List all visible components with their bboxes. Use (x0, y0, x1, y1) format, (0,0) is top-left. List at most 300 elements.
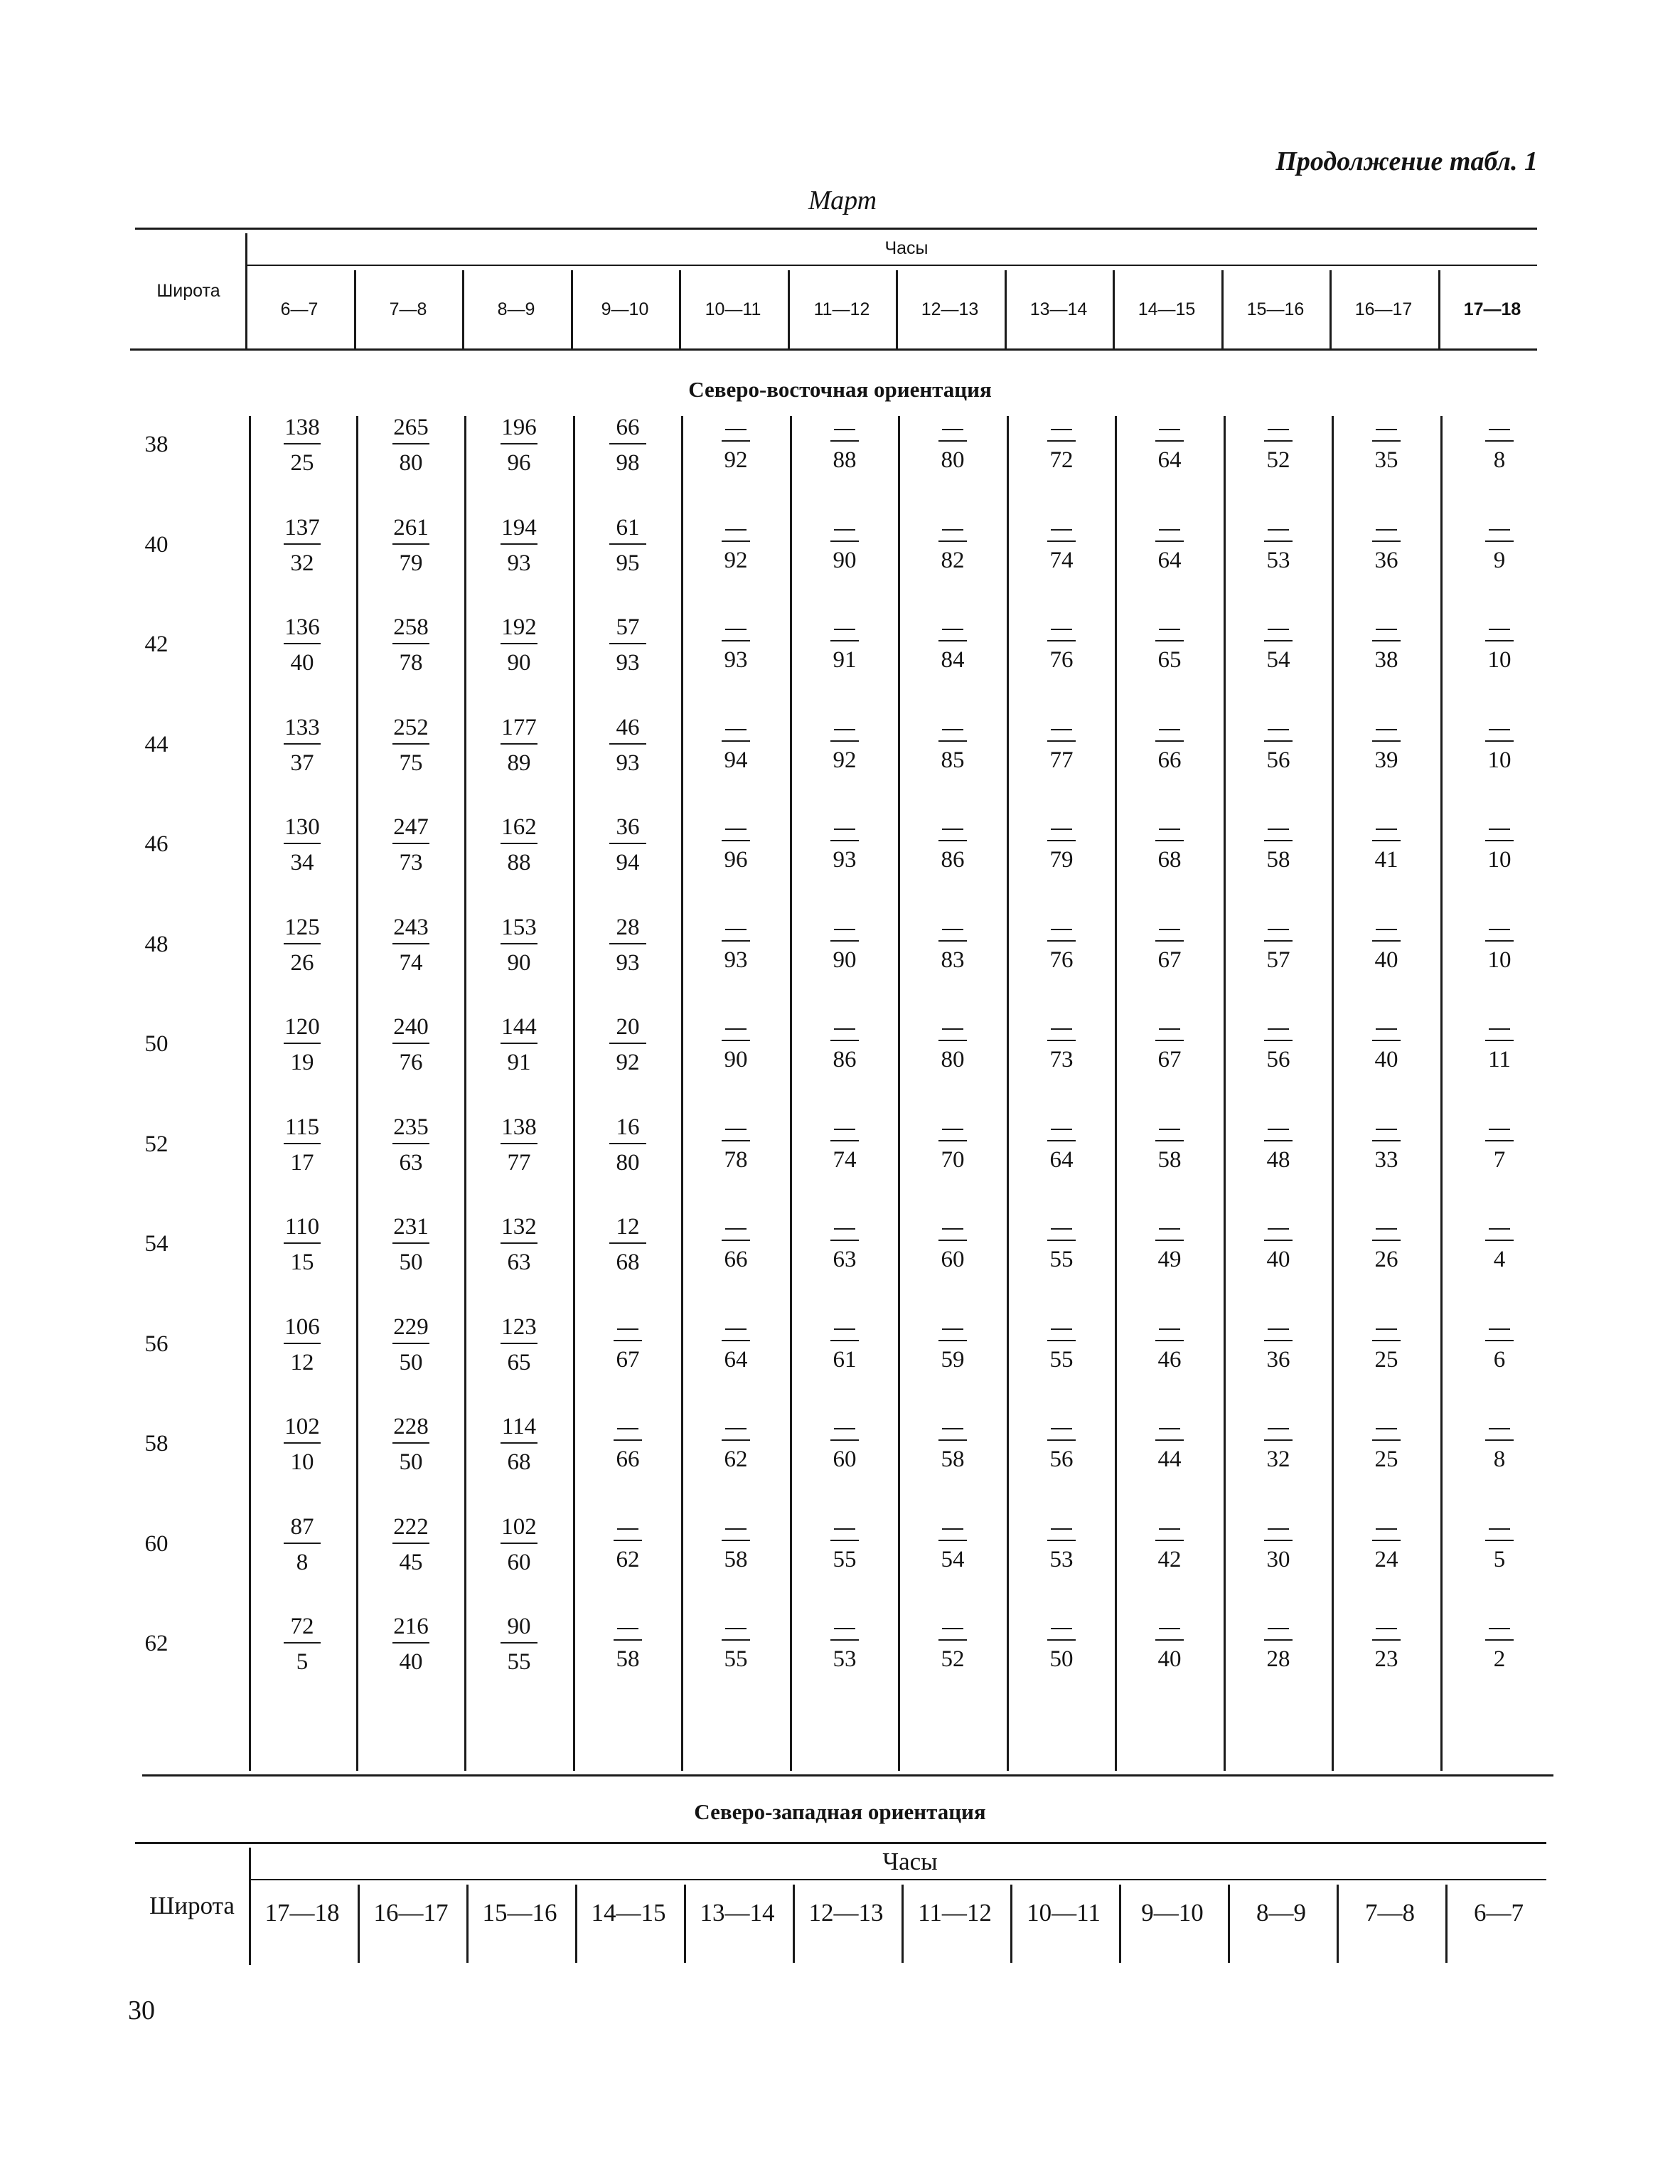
cell-diffuse-value: 85 (941, 747, 965, 773)
cell-dash (1489, 729, 1510, 730)
cell-dash (1489, 1028, 1510, 1030)
column-divider (1005, 270, 1007, 348)
fraction-bar (1155, 540, 1184, 542)
fraction-bar (1047, 1140, 1076, 1141)
fraction-bar (1047, 1439, 1076, 1441)
cell-diffuse-value: 88 (507, 850, 531, 875)
cell-dash (1268, 929, 1289, 930)
cell-dash (834, 929, 855, 930)
table-cell (248, 916, 356, 975)
table-cell (1115, 1415, 1224, 1471)
cell-dash (1268, 1428, 1289, 1429)
table-cell (1332, 1016, 1440, 1072)
column-divider (679, 270, 681, 348)
cell-dash (834, 529, 855, 531)
table-cell (899, 1615, 1007, 1671)
cell-direct-value: 36 (616, 814, 640, 840)
cell-dash (1159, 529, 1180, 531)
cell-diffuse-value: 34 (290, 850, 314, 875)
cell-direct-value: 153 (501, 914, 537, 940)
cell-diffuse-value: 62 (724, 1447, 748, 1472)
column-divider (1445, 1885, 1448, 1963)
table-cell (1007, 1415, 1115, 1471)
table-cell (1115, 1615, 1224, 1671)
table-cell (1007, 616, 1115, 672)
table-cell (1007, 716, 1115, 772)
cell-dash (942, 1628, 963, 1629)
cell-diffuse-value: 36 (1374, 547, 1398, 573)
fraction-bar (614, 1439, 642, 1441)
table-cell (791, 1415, 899, 1471)
cell-diffuse-value: 11 (1488, 1047, 1511, 1072)
cell-diffuse-value: 96 (507, 450, 531, 476)
fraction-bar (284, 1242, 321, 1244)
cell-dash (1376, 429, 1397, 430)
table-cell (465, 1116, 573, 1175)
table-cell (791, 1615, 899, 1671)
cell-diffuse-value: 60 (507, 1549, 531, 1575)
table-cell (248, 1513, 356, 1575)
fraction-bar (609, 443, 646, 444)
cell-diffuse-value: 64 (1157, 547, 1182, 573)
cell-diffuse-value: 75 (399, 750, 423, 776)
cell-diffuse-value: 48 (1266, 1146, 1290, 1173)
fraction-bar (1264, 940, 1293, 942)
cell-direct-value: 261 (393, 514, 429, 540)
cell-diffuse-value: 73 (399, 850, 423, 875)
cell-dash (1489, 1228, 1510, 1230)
cell-diffuse-value: 10 (1487, 747, 1512, 773)
column-divider (788, 270, 790, 348)
cell-direct-value: 110 (284, 1214, 320, 1240)
fraction-bar (830, 1240, 859, 1241)
cell-diffuse-value: 50 (1049, 1646, 1074, 1672)
table-cell (357, 616, 465, 675)
table-cell (1007, 1215, 1115, 1272)
table-cell (465, 916, 573, 975)
column-divider (466, 1885, 469, 1963)
table-cell (248, 1116, 356, 1175)
cell-diffuse-value: 25 (1374, 1346, 1398, 1373)
table-cell (899, 1116, 1007, 1172)
page-number: 30 (128, 1996, 155, 2025)
cell-diffuse-value: 52 (1266, 447, 1290, 473)
fraction-bar (938, 1439, 967, 1441)
table-cell (248, 416, 356, 475)
fraction-bar (392, 843, 429, 844)
table-cell (899, 1516, 1007, 1572)
cell-dash (942, 629, 963, 630)
cell-diffuse-value: 65 (1157, 647, 1182, 673)
table-cell (1224, 616, 1332, 672)
fraction-bar (1264, 1540, 1293, 1541)
latitude-value: 62 (144, 1631, 168, 1656)
cell-diffuse-value: 68 (616, 1250, 640, 1275)
table-cell (1224, 1116, 1332, 1172)
table-cell (248, 716, 356, 775)
table-cell (1115, 1316, 1224, 1372)
fraction-bar (1372, 640, 1401, 641)
cell-dash (1489, 1628, 1510, 1629)
column-divider (1438, 270, 1440, 348)
fraction-bar (722, 1140, 750, 1141)
cell-direct-value: 102 (501, 1513, 537, 1540)
cell-direct-value: 138 (284, 415, 320, 440)
cell-dash (834, 829, 855, 830)
cell-direct-value: 243 (393, 914, 429, 940)
cell-dash (617, 1428, 638, 1429)
table-cell (248, 1415, 356, 1474)
fraction-bar (1047, 640, 1076, 641)
table-cell (1115, 1016, 1224, 1072)
cell-dash (725, 1428, 747, 1429)
cell-diffuse-value: 70 (941, 1146, 965, 1173)
cell-diffuse-value: 93 (724, 947, 748, 973)
table-cell (899, 1316, 1007, 1372)
cell-diffuse-value: 40 (1157, 1646, 1182, 1672)
table-cell (1332, 1516, 1440, 1572)
cell-diffuse-value: 49 (1157, 1247, 1182, 1272)
fraction-bar (1047, 1040, 1076, 1041)
table-cell (1115, 1516, 1224, 1572)
latitude-value: 44 (144, 731, 168, 757)
table-cell (574, 616, 682, 675)
fraction-bar (392, 643, 429, 644)
cell-dash (834, 629, 855, 630)
cell-dash (725, 1328, 747, 1330)
table-cell (248, 1615, 356, 1674)
cell-dash (834, 1328, 855, 1330)
cell-dash (1376, 1129, 1397, 1130)
cell-dash (1268, 1628, 1289, 1629)
cell-direct-value: 136 (284, 614, 320, 640)
cell-direct-value: 114 (501, 1414, 537, 1439)
cell-diffuse-value: 17 (290, 1149, 314, 1176)
fraction-bar (1264, 440, 1293, 442)
table-cell (791, 1215, 899, 1272)
table-cell (248, 516, 356, 575)
cell-dash (1268, 529, 1289, 531)
table-cell (1445, 1116, 1553, 1172)
table2-top-rule (135, 1842, 1546, 1844)
cell-diffuse-value: 50 (399, 1349, 423, 1375)
fraction-bar (284, 1043, 321, 1044)
column-divider (358, 1885, 360, 1963)
table-cell (682, 1415, 790, 1471)
cell-dash (1159, 1228, 1180, 1230)
cell-diffuse-value: 40 (1374, 1047, 1398, 1072)
table2-hours-header: Часы (882, 1848, 938, 1875)
cell-diffuse-value: 74 (399, 949, 423, 976)
table-cell (248, 1316, 356, 1375)
cell-diffuse-value: 78 (724, 1146, 748, 1173)
fraction-bar (1264, 1639, 1293, 1641)
fraction-bar (609, 1043, 646, 1044)
fraction-bar (284, 1442, 321, 1444)
fraction-bar (1047, 440, 1076, 442)
cell-diffuse-value: 93 (616, 750, 640, 776)
cell-direct-value: 90 (507, 1614, 531, 1639)
table-cell (1445, 1016, 1553, 1072)
fraction-bar (1485, 440, 1514, 442)
cell-dash (617, 1528, 638, 1530)
fraction-bar (501, 943, 537, 944)
fraction-bar (1372, 540, 1401, 542)
table-cell (1224, 1516, 1332, 1572)
fraction-bar (284, 543, 321, 545)
fraction-bar (722, 640, 750, 641)
cell-diffuse-value: 74 (833, 1146, 857, 1173)
fraction-bar (501, 643, 537, 644)
cell-direct-value: 196 (501, 415, 537, 440)
column-divider (896, 270, 898, 348)
fraction-bar (614, 1540, 642, 1541)
cell-dash (942, 729, 963, 730)
cell-dash (942, 1328, 963, 1330)
table-cell (357, 416, 465, 475)
cell-diffuse-value: 77 (1049, 747, 1074, 773)
table-cell (1332, 916, 1440, 972)
table-cell (465, 716, 573, 775)
cell-diffuse-value: 44 (1157, 1447, 1182, 1472)
cell-diffuse-value: 90 (833, 547, 857, 573)
column-divider (571, 270, 573, 348)
table-cell (682, 1615, 790, 1671)
fraction-bar (1155, 940, 1184, 942)
column-header-nw: 7—8 (1365, 1899, 1415, 1927)
cell-diffuse-value: 32 (1266, 1447, 1290, 1472)
cell-direct-value: 123 (501, 1314, 537, 1340)
fraction-bar (501, 443, 537, 444)
cell-dash (617, 1328, 638, 1330)
cell-diffuse-value: 91 (507, 1050, 531, 1075)
table-cell (1332, 716, 1440, 772)
cell-diffuse-value: 66 (1157, 747, 1182, 773)
latitude-value: 48 (144, 931, 168, 957)
column-header-nw: 8—9 (1256, 1899, 1306, 1927)
fraction-bar (501, 543, 537, 545)
cell-dash (1051, 1428, 1072, 1429)
cell-diffuse-value: 8 (1493, 447, 1506, 473)
latitude-value: 50 (144, 1031, 168, 1057)
cell-diffuse-value: 68 (507, 1449, 531, 1475)
cell-diffuse-value: 59 (941, 1346, 965, 1373)
fraction-bar (284, 943, 321, 944)
cell-direct-value: 115 (284, 1114, 320, 1140)
table-cell (791, 716, 899, 772)
fraction-bar (392, 1343, 429, 1344)
column-divider (1228, 1885, 1230, 1963)
fraction-bar (938, 640, 967, 641)
cell-diffuse-value: 53 (1049, 1546, 1074, 1572)
table-cell (1445, 1215, 1553, 1272)
cell-dash (1051, 1328, 1072, 1330)
table-cell (574, 1415, 682, 1471)
fraction-bar (1047, 740, 1076, 742)
latitude-value: 60 (144, 1530, 168, 1557)
table-cell (1224, 516, 1332, 572)
latitude-header: Широта (156, 281, 220, 301)
table-cell (1332, 1415, 1440, 1471)
latitude-value: 42 (144, 632, 168, 657)
cell-diffuse-value: 12 (290, 1349, 314, 1375)
fraction-bar (1264, 1240, 1293, 1241)
column-header-nw: 11—12 (918, 1899, 992, 1927)
fraction-bar (501, 1442, 537, 1444)
cell-diffuse-value: 40 (1374, 947, 1398, 973)
fraction-bar (1264, 540, 1293, 542)
cell-diffuse-value: 38 (1374, 647, 1398, 673)
fraction-bar (938, 1639, 967, 1641)
cell-dash (1051, 429, 1072, 430)
fraction-bar (501, 1242, 537, 1244)
table-cell (574, 1516, 682, 1572)
cell-diffuse-value: 4 (1493, 1247, 1506, 1272)
cell-diffuse-value: 42 (1157, 1546, 1182, 1572)
column-header-nw: 10—11 (1027, 1899, 1101, 1927)
cell-diffuse-value: 26 (290, 949, 314, 976)
cell-direct-value: 137 (284, 514, 320, 540)
cell-dash (1489, 1129, 1510, 1130)
table-cell (682, 1316, 790, 1372)
table-cell (1224, 816, 1332, 872)
fraction-bar (830, 940, 859, 942)
table-cell (1224, 1215, 1332, 1272)
table-cell (357, 1316, 465, 1375)
fraction-bar (392, 1043, 429, 1044)
cell-diffuse-value: 35 (1374, 447, 1398, 473)
cell-diffuse-value: 15 (290, 1250, 314, 1275)
cell-dash (1159, 429, 1180, 430)
cell-diffuse-value: 39 (1374, 747, 1398, 773)
cell-dash (942, 1129, 963, 1130)
cell-diffuse-value: 76 (1049, 947, 1074, 973)
column-divider (354, 270, 356, 348)
section-title-northwest: Северо-западная ориентация (694, 1799, 986, 1824)
cell-dash (1268, 1328, 1289, 1330)
fraction-bar (938, 940, 967, 942)
fraction-bar (1372, 1639, 1401, 1641)
cell-dash (1376, 1628, 1397, 1629)
table-cell (1445, 1516, 1553, 1572)
cell-dash (1159, 1628, 1180, 1629)
cell-diffuse-value: 60 (833, 1447, 857, 1472)
cell-diffuse-value: 94 (724, 747, 748, 773)
table-cell (1007, 916, 1115, 972)
fraction-bar (830, 440, 859, 442)
cell-diffuse-value: 82 (941, 547, 965, 573)
cell-diffuse-value: 30 (1266, 1546, 1290, 1572)
fraction-bar (830, 1340, 859, 1341)
cell-diffuse-value: 10 (290, 1449, 314, 1475)
cell-diffuse-value: 10 (1487, 847, 1512, 873)
table-cell (682, 1516, 790, 1572)
cell-diffuse-value: 90 (833, 947, 857, 973)
fraction-bar (501, 1043, 537, 1044)
cell-dash (1159, 729, 1180, 730)
cell-diffuse-value: 28 (1266, 1646, 1290, 1672)
cell-dash (1376, 1428, 1397, 1429)
cell-direct-value: 258 (393, 614, 429, 640)
cell-diffuse-value: 26 (1374, 1247, 1398, 1272)
fraction-bar (614, 1639, 642, 1641)
cell-dash (942, 1528, 963, 1530)
table-cell (1115, 516, 1224, 572)
fraction-bar (938, 1140, 967, 1141)
fraction-bar (1155, 640, 1184, 641)
table-cell (791, 516, 899, 572)
column-divider (793, 1885, 795, 1963)
table-cell (574, 716, 682, 775)
column-divider (1010, 1885, 1012, 1963)
cell-diffuse-value: 58 (1266, 847, 1290, 873)
table-cell (1445, 716, 1553, 772)
table-cell (1332, 416, 1440, 472)
table-cell (465, 516, 573, 575)
cell-diffuse-value: 55 (1049, 1247, 1074, 1272)
fraction-bar (392, 1242, 429, 1244)
table-cell (682, 616, 790, 672)
cell-diffuse-value: 80 (616, 1149, 640, 1176)
table-cell (465, 416, 573, 475)
fraction-bar (1485, 640, 1514, 641)
table-cell (357, 1513, 465, 1575)
cell-dash (1051, 529, 1072, 531)
fraction-bar (1155, 1639, 1184, 1641)
fraction-bar (392, 1143, 429, 1144)
fraction-bar (501, 1543, 537, 1544)
fraction-bar (722, 1639, 750, 1641)
fraction-bar (284, 1343, 321, 1344)
table-cell (357, 1016, 465, 1075)
table-cell (899, 916, 1007, 972)
cell-direct-value: 231 (393, 1214, 429, 1240)
cell-dash (1268, 1129, 1289, 1130)
cell-dash (1268, 1528, 1289, 1530)
fraction-bar (392, 1642, 429, 1644)
column-header: 9—10 (601, 299, 649, 319)
table-cell (682, 816, 790, 872)
table-cell (1007, 816, 1115, 872)
table-cell (465, 1316, 573, 1375)
cell-dash (1489, 1528, 1510, 1530)
cell-dash (725, 529, 747, 531)
column-header: 8—9 (497, 299, 535, 319)
fraction-bar (830, 1140, 859, 1141)
table-cell (465, 1016, 573, 1075)
cell-diffuse-value: 66 (616, 1447, 640, 1472)
table-cell (574, 416, 682, 475)
fraction-bar (1155, 840, 1184, 841)
fraction-bar (1372, 1140, 1401, 1141)
cell-diffuse-value: 98 (616, 450, 640, 476)
cell-diffuse-value: 67 (616, 1346, 640, 1373)
column-header: 7—8 (389, 299, 427, 319)
fraction-bar (609, 543, 646, 545)
cell-diffuse-value: 41 (1374, 847, 1398, 873)
table-cell (899, 1215, 1007, 1272)
cell-diffuse-value: 55 (833, 1546, 857, 1572)
fraction-bar (284, 843, 321, 844)
cell-diffuse-value: 68 (1157, 847, 1182, 873)
cell-dash (942, 1228, 963, 1230)
cell-dash (1051, 1129, 1072, 1130)
cell-direct-value: 240 (393, 1014, 429, 1040)
table-cell (682, 1116, 790, 1172)
cell-dash (725, 729, 747, 730)
table-cell (1007, 516, 1115, 572)
table-cell (1445, 1615, 1553, 1671)
